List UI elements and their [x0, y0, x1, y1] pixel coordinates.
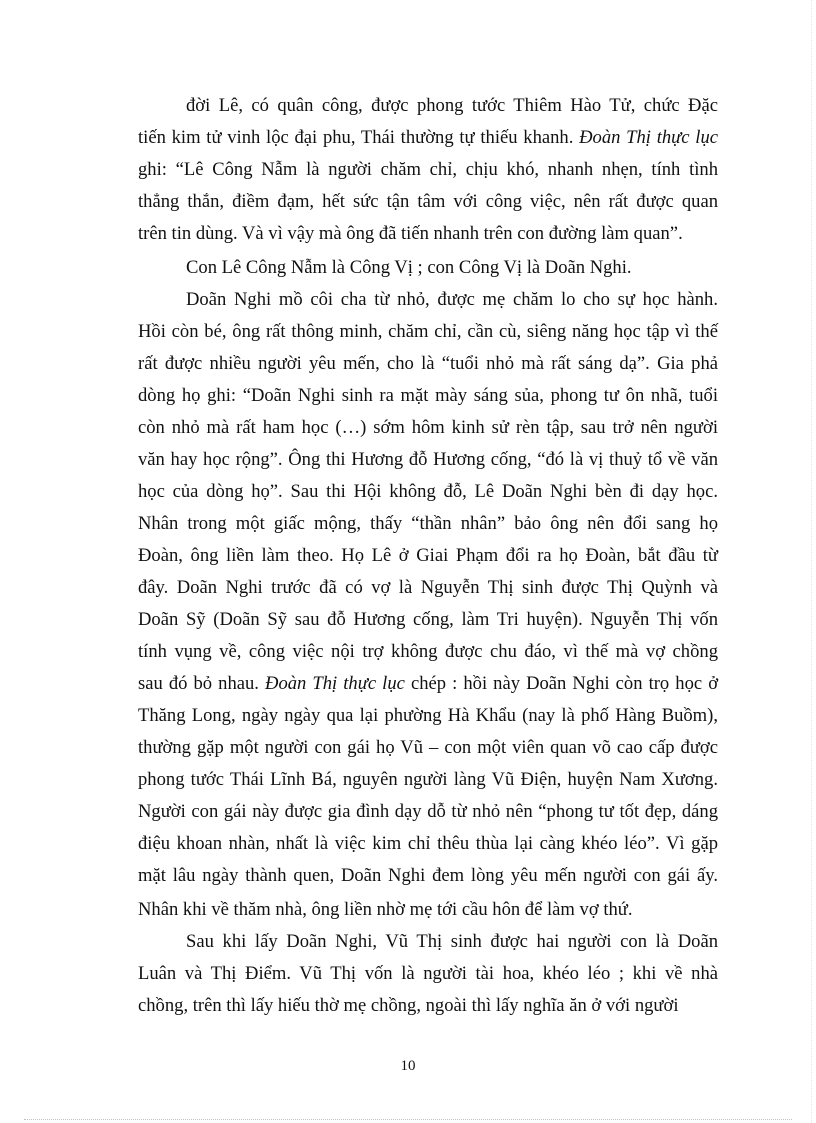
text-segment: chồng, trên thì lấy hiếu thờ mẹ chồng, ngoài thì lấy nghĩa ăn ở với người	[138, 995, 679, 1016]
text-segment: chép : hồi này Doãn Nghi còn trọ học ở	[404, 673, 719, 694]
text-line	[138, 608, 718, 632]
text-line	[138, 640, 718, 664]
text-line	[186, 288, 718, 312]
text-segment: Đoàn, ông liền làm theo. Họ Lê ở Giai Phạm đổi ra họ Đoàn, bắt đầu từ	[138, 545, 718, 566]
page-bottom-border	[24, 1119, 792, 1120]
text-segment: ghi: “Lê Công Nẫm là người chăm chỉ, chịu khó, nhanh nhẹn, tính tình	[138, 159, 718, 180]
text-segment: tính vụng về, công việc nội trợ không được chu đáo, vì thế mà vợ chồng	[138, 641, 718, 662]
text-line	[138, 352, 718, 376]
text-segment: thường gặp một người con gái họ Vũ – con một viên quan võ cao cấp được	[138, 737, 718, 758]
text-segment: Nhân trong một giấc mộng, thấy “thần nhân” bảo ông nên đổi sang họ	[138, 513, 718, 534]
text-segment: học của dòng họ”. Sau thi Hội không đỗ, Lê Doãn Nghi bèn đi dạy học.	[138, 481, 718, 502]
text-line	[138, 480, 718, 504]
text-line	[138, 222, 718, 246]
text-segment: văn hay học rộng”. Ông thi Hương đỗ Hương cống, “đó là vị thuỷ tổ về văn	[138, 449, 718, 470]
text-line	[138, 736, 718, 760]
text-line	[138, 962, 718, 986]
text-line	[138, 320, 718, 344]
text-segment: đời Lê, có quân công, được phong tước Thiêm Hào Tử, chức Đặc	[186, 95, 718, 116]
text-segment: dòng họ ghi: “Doãn Nghi sinh ra mặt mày sáng sủa, phong tư ôn nhã, tuổi	[138, 385, 718, 406]
text-segment: Nhân khi về thăm nhà, ông liền nhờ mẹ tới cầu hôn để làm vợ thứ.	[138, 899, 633, 920]
text-line	[138, 448, 718, 472]
text-line	[138, 768, 718, 792]
text-line	[186, 256, 718, 280]
italic-title: Đoàn Thị thực lục	[579, 127, 719, 148]
text-line	[138, 512, 718, 536]
text-line	[138, 158, 718, 182]
text-segment: Doãn Sỹ (Doãn Sỹ sau đỗ Hương cống, làm Tri huyện). Nguyễn Thị vốn	[138, 609, 718, 630]
italic-title: Đoàn Thị thực lục	[265, 673, 405, 694]
text-line	[186, 930, 718, 954]
text-line	[138, 190, 718, 214]
text-line	[138, 416, 718, 440]
text-segment: phong tước Thái Lĩnh Bá, nguyên người làng Vũ Điện, huyện Nam Xương.	[138, 769, 718, 790]
text-segment: rất được nhiều người yêu mến, cho là “tuổi nhỏ mà rất sáng dạ”. Gia phả	[138, 353, 718, 374]
text-line	[138, 576, 718, 600]
text-line	[186, 94, 718, 118]
text-segment: Hồi còn bé, ông rất thông minh, chăm chỉ, cần cù, siêng năng học tập vì thế	[138, 321, 718, 342]
text-segment: Người con gái này được gia đình dạy dỗ từ nhỏ nên “phong tư tốt đẹp, dáng	[138, 801, 718, 822]
text-line	[138, 832, 718, 856]
text-line	[138, 898, 718, 922]
text-segment: còn nhỏ mà rất ham học (…) sớm hôm kinh sử rèn tập, sau trở nên người	[138, 417, 718, 438]
text-line	[138, 544, 718, 568]
text-segment: Thăng Long, ngày ngày qua lại phường Hà Khẩu (nay là phố Hàng Buồm),	[138, 705, 718, 726]
text-line	[138, 672, 718, 696]
text-segment: đây. Doãn Nghi trước đã có vợ là Nguyễn Thị sinh được Thị Quỳnh và	[138, 577, 718, 598]
text-line	[138, 994, 718, 1018]
text-line	[138, 864, 718, 888]
text-segment: Con Lê Công Nẫm là Công Vị ; con Công Vị là Doãn Nghi.	[186, 257, 632, 278]
text-line	[138, 384, 718, 408]
text-segment: điệu khoan nhàn, nhất là việc kim chỉ thêu thùa lại càng khéo léo”. Vì gặp	[138, 833, 718, 854]
page-number: 10	[400, 1058, 416, 1074]
text-line	[138, 126, 718, 150]
text-segment: thẳng thắn, điềm đạm, hết sức tận tâm với công việc, nên rất được quan	[138, 191, 718, 212]
text-segment: sau đó bỏ nhau.	[138, 673, 266, 694]
text-segment: trên tin dùng. Và vì vậy mà ông đã tiến nhanh trên con đường làm quan”.	[138, 223, 683, 244]
text-segment: tiến kim tử vinh lộc đại phu, Thái thường tự thiếu khanh.	[138, 127, 580, 148]
text-segment: Luân và Thị Điểm. Vũ Thị vốn là người tài hoa, khéo léo ; khi về nhà	[138, 963, 718, 984]
text-line	[138, 800, 718, 824]
text-segment: Sau khi lấy Doãn Nghi, Vũ Thị sinh được hai người con là Doãn	[186, 931, 718, 952]
text-segment: Doãn Nghi mồ côi cha từ nhỏ, được mẹ chăm lo cho sự học hành.	[186, 289, 718, 310]
text-segment: mặt lâu ngày thành quen, Doãn Nghi đem lòng yêu mến người con gái ấy.	[138, 865, 718, 886]
text-line	[138, 704, 718, 728]
page-right-border	[811, 0, 812, 1123]
